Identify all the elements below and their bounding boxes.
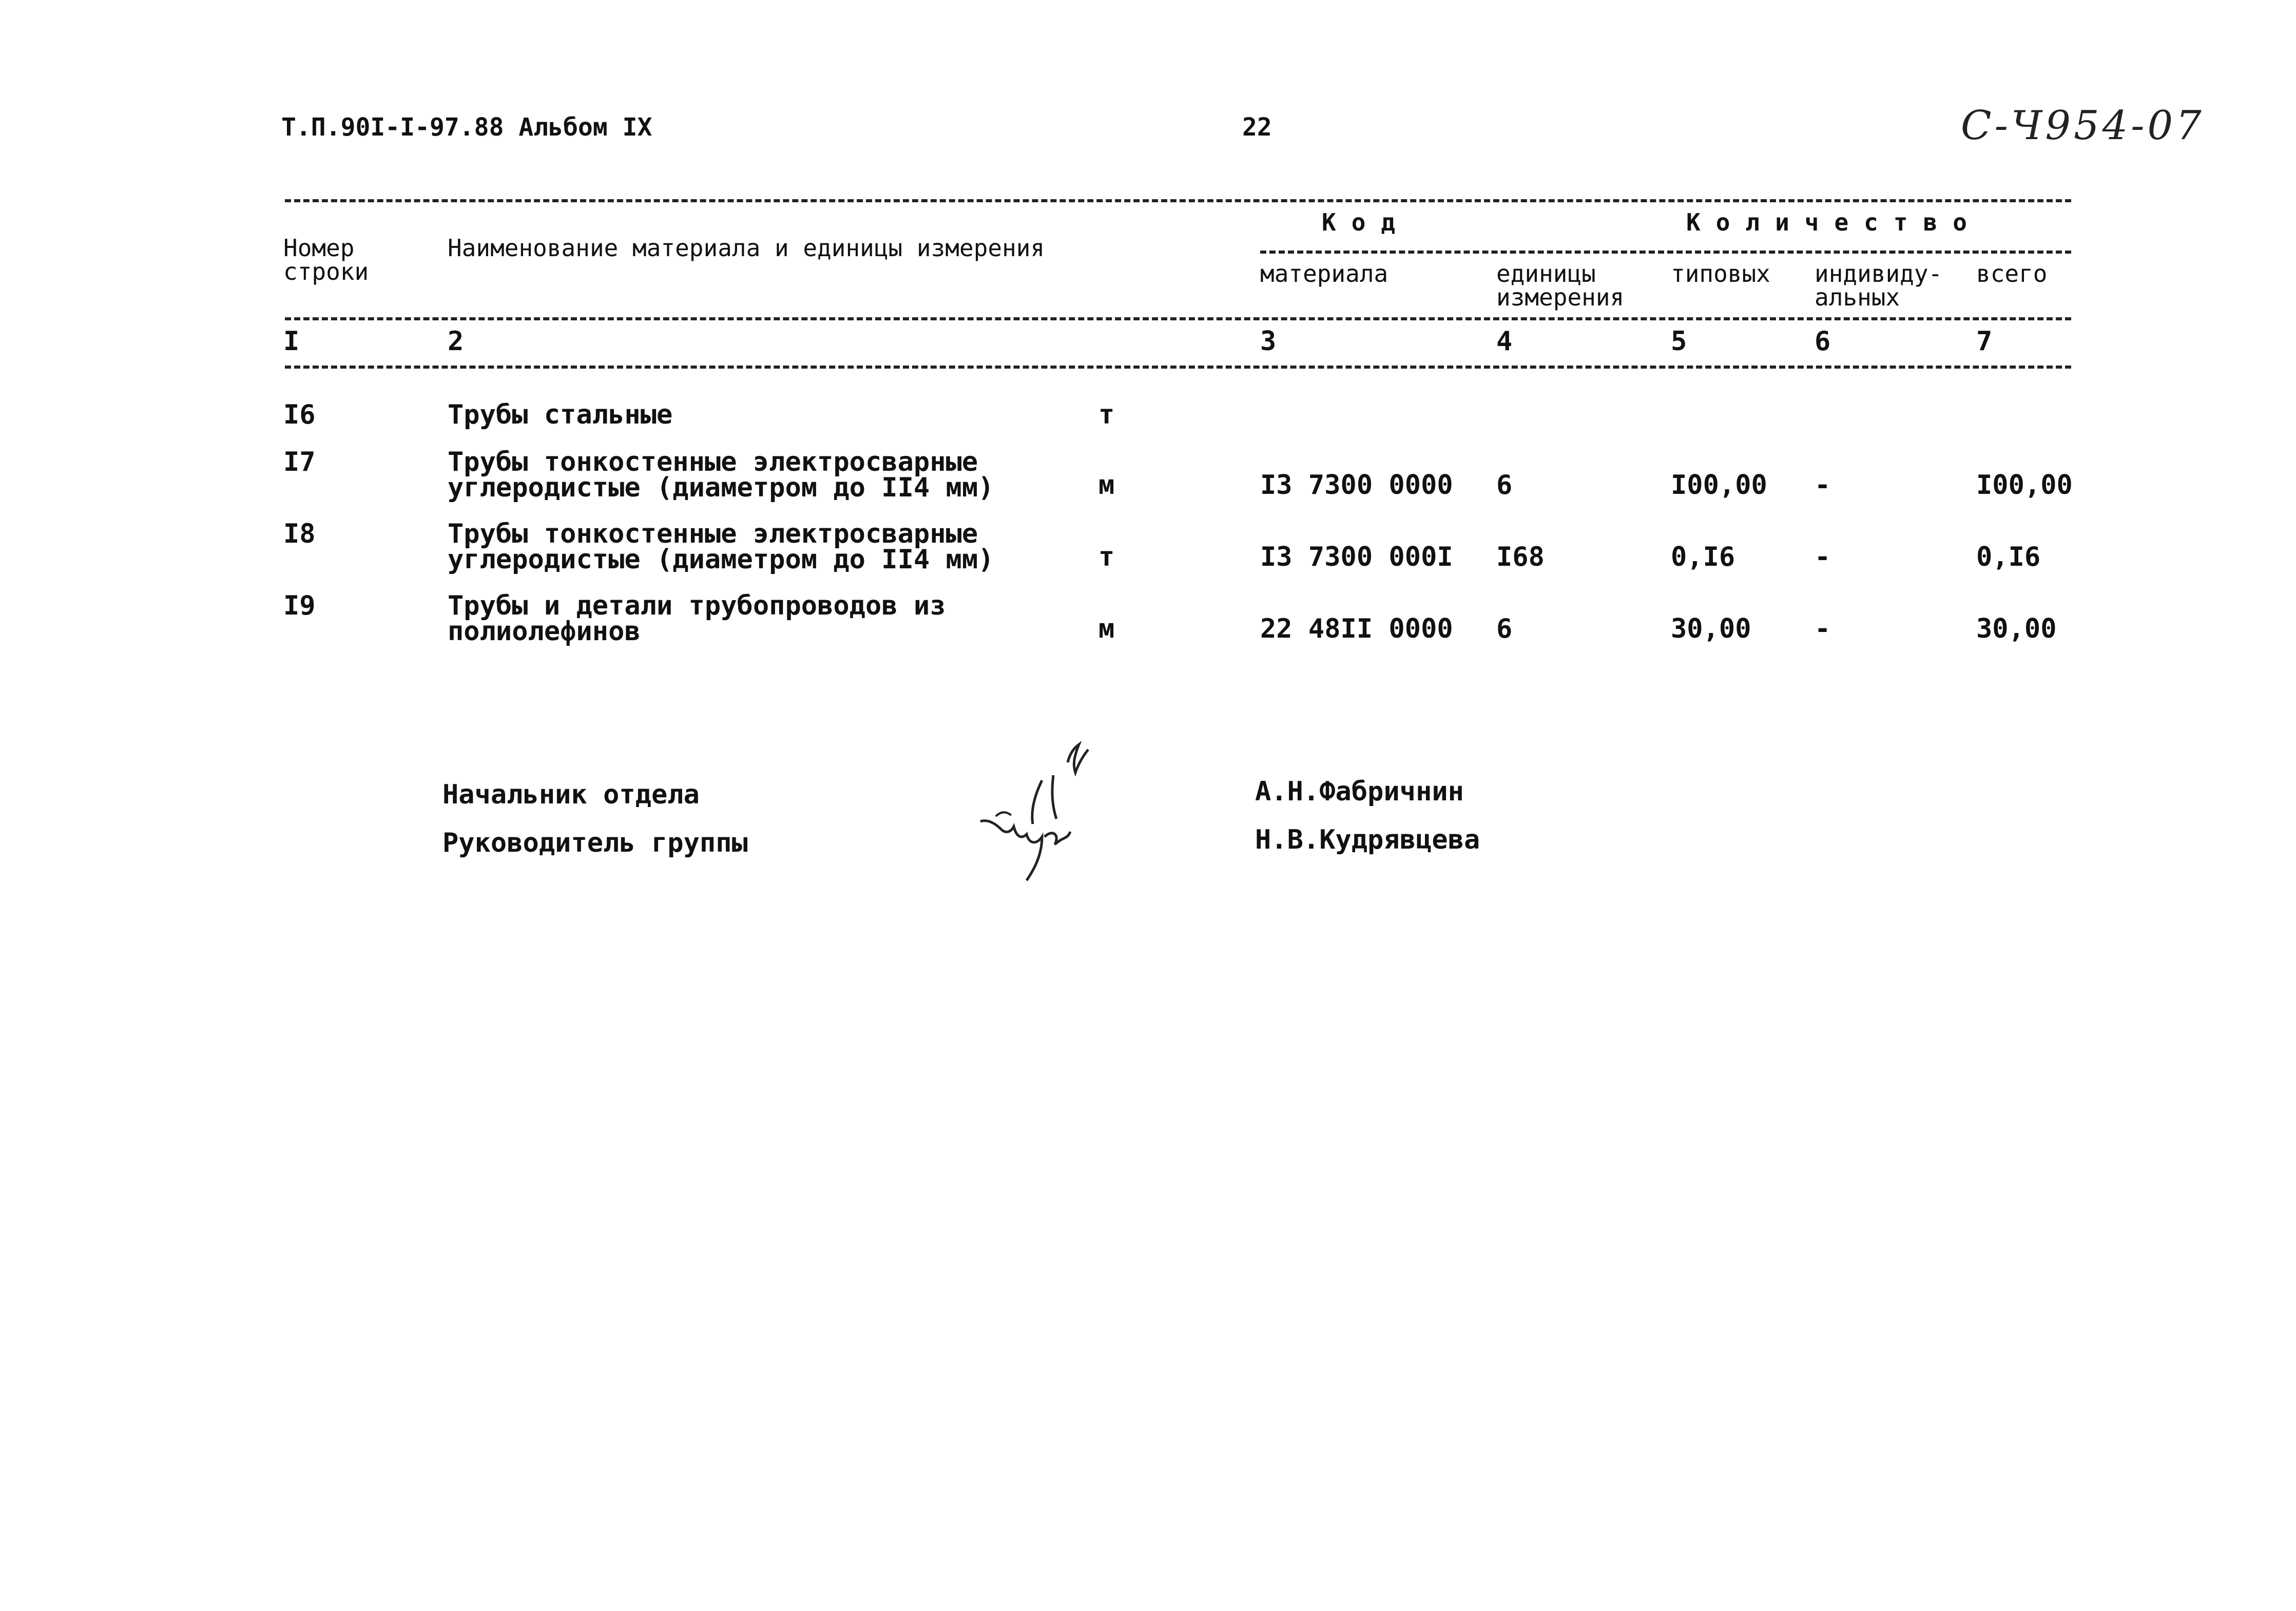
- signature-name: А.Н.Фабричнин: [1255, 776, 1464, 807]
- qty-total: 30,00: [1976, 613, 2057, 644]
- material-unit: м: [1098, 470, 1115, 501]
- archive-code: С-Ч954-07: [1961, 103, 2205, 149]
- column-numbers-rule: [285, 366, 2071, 369]
- qty-typical: 0,I6: [1671, 542, 1735, 572]
- qty-total: I00,00: [1976, 470, 2073, 501]
- code-group-rule: [1260, 251, 2071, 254]
- column-number: 2: [448, 326, 464, 357]
- column-number: 5: [1671, 326, 1687, 357]
- header-material-name: Наименование материала и единицы измерения: [448, 234, 1045, 262]
- row-number: I7: [283, 447, 316, 477]
- document-id: Т.П.90I-I-97.88 Альбом IX: [281, 113, 652, 142]
- material-code: I3 7300 0000: [1260, 470, 1453, 501]
- page-number: 22: [1242, 113, 1272, 142]
- material-unit: т: [1098, 542, 1115, 572]
- material-name: Трубы стальные: [448, 399, 673, 430]
- qty-typical: 30,00: [1671, 613, 1751, 644]
- table-top-rule: [285, 199, 2071, 202]
- material-unit: т: [1098, 399, 1115, 430]
- signature-name: Н.В.Кудрявцева: [1255, 824, 1480, 855]
- qty-individual: -: [1815, 470, 1831, 501]
- material-name: Трубы тонкостенные электросварные углеродистые (диаметром до II4 мм): [448, 447, 994, 503]
- header-row-number: Номер строки: [283, 234, 369, 285]
- header-code-unit: единицы измерения: [1496, 260, 1625, 311]
- header-qty-total: всего: [1976, 260, 2048, 287]
- header-bottom-rule: [285, 317, 2071, 320]
- unit-code: I68: [1496, 542, 1545, 572]
- signature-role: Начальник отдела: [442, 779, 700, 810]
- column-number: 3: [1260, 326, 1277, 357]
- material-code: I3 7300 000I: [1260, 542, 1453, 572]
- column-number: 6: [1815, 326, 1831, 357]
- row-number: I9: [283, 590, 316, 621]
- material-unit: м: [1098, 613, 1115, 644]
- qty-typical: I00,00: [1671, 470, 1767, 501]
- material-name: Трубы тонкостенные электросварные углеродистые (диаметром до II4 мм): [448, 519, 994, 575]
- unit-code: 6: [1496, 613, 1513, 644]
- header-quantity-group: Количество: [1686, 208, 1982, 236]
- column-number: I: [283, 326, 300, 357]
- row-number: I8: [283, 519, 316, 549]
- header-qty-typical: типовых: [1671, 260, 1770, 287]
- qty-total: 0,I6: [1976, 542, 2041, 572]
- header-qty-individual: индивиду- альных: [1815, 260, 1943, 311]
- column-number: 7: [1976, 326, 1993, 357]
- signature-role: Руководитель группы: [442, 828, 748, 858]
- qty-individual: -: [1815, 542, 1831, 572]
- header-code-material: материала: [1260, 260, 1388, 287]
- handwritten-signature: [965, 734, 1129, 888]
- row-number: I6: [283, 399, 316, 430]
- unit-code: 6: [1496, 470, 1513, 501]
- column-number: 4: [1496, 326, 1513, 357]
- material-code: 22 48II 0000: [1260, 613, 1453, 644]
- header-code-group: Код: [1322, 208, 1411, 236]
- material-name: Трубы и детали трубопроводов из полиолефинов: [448, 590, 946, 647]
- qty-individual: -: [1815, 613, 1831, 644]
